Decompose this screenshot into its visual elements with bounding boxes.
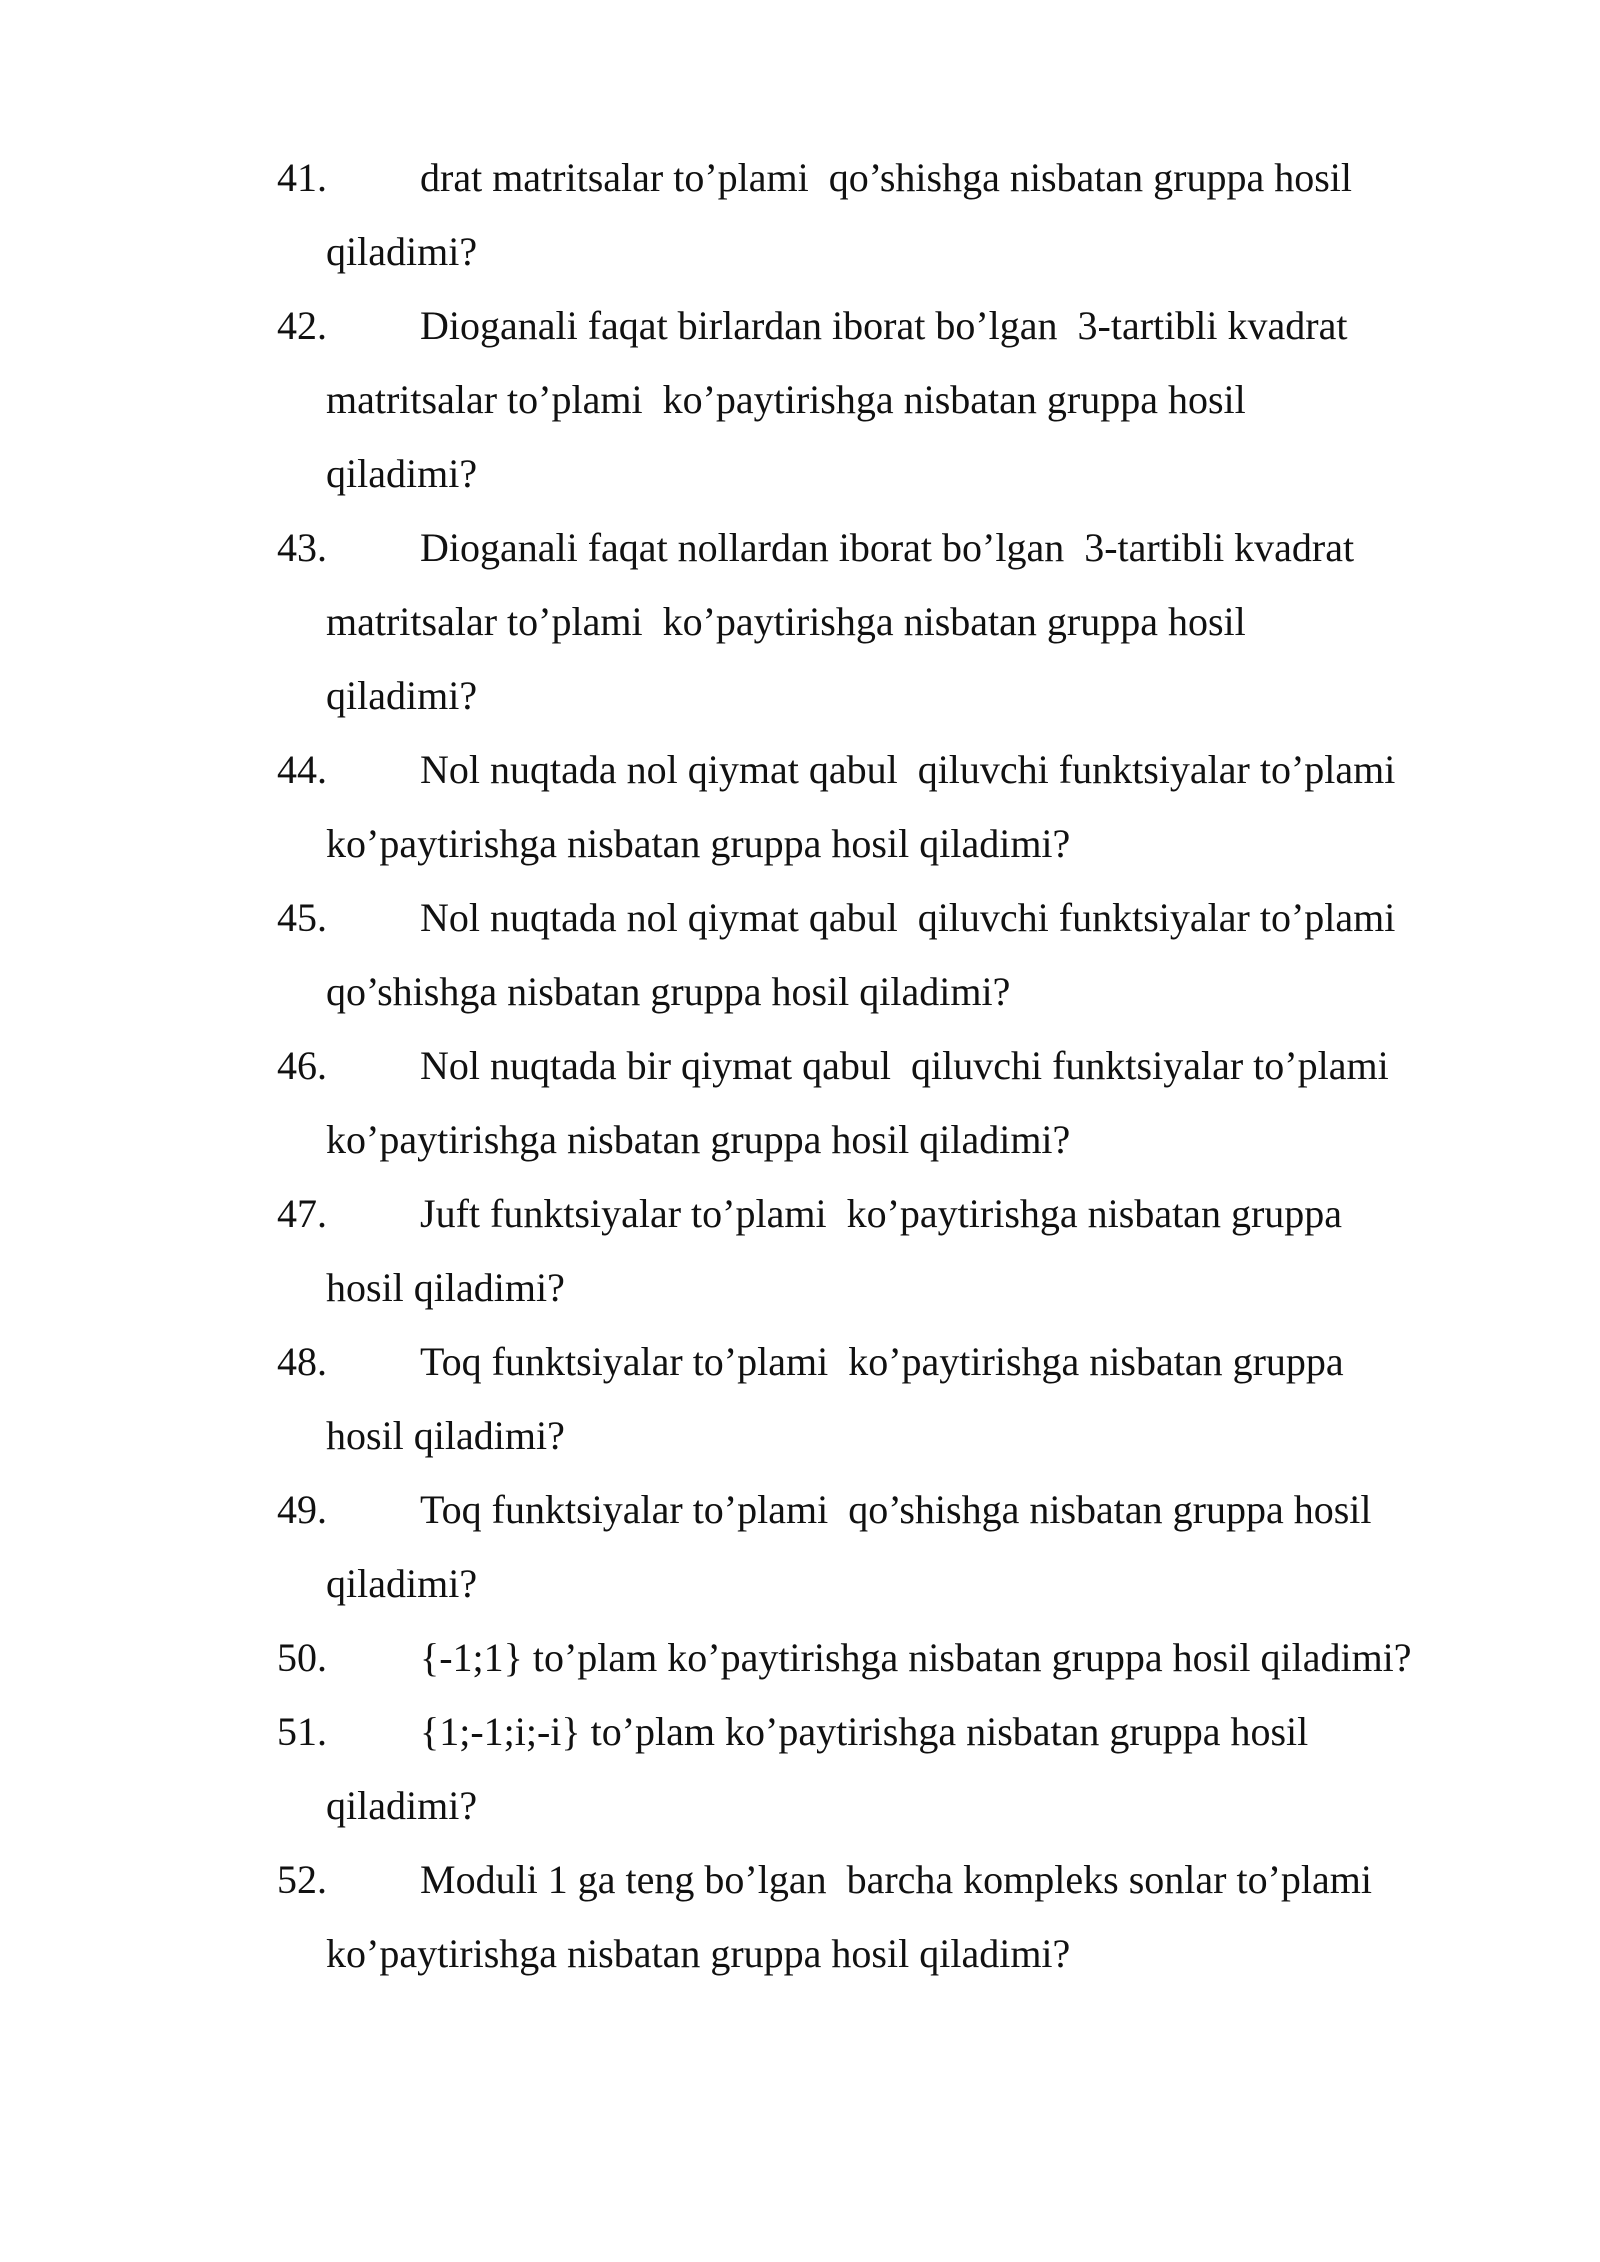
question-text-line: Nol nuqtada nol qiymat qabul qiluvchi funktsiyalar to’plami bbox=[420, 747, 1396, 792]
question-number: 47. bbox=[277, 1191, 327, 1236]
question-text-line: qiladimi? bbox=[326, 1561, 478, 1606]
question-text-line: {-1;1} to’plam ko’paytirishga nisbatan gruppa hosil qiladimi? bbox=[420, 1635, 1412, 1680]
question-text-line: qiladimi? bbox=[326, 451, 478, 496]
question-number: 41. bbox=[277, 155, 327, 200]
question-text-line: ko’paytirishga nisbatan gruppa hosil qiladimi? bbox=[326, 821, 1071, 866]
question-text-line: Toq funktsiyalar to’plami qo’shishga nisbatan gruppa hosil bbox=[420, 1487, 1372, 1532]
question-number: 51. bbox=[277, 1709, 327, 1754]
question-text-line: Dioganali faqat birlardan iborat bo’lgan 3-tartibli kvadrat bbox=[420, 303, 1348, 348]
question-text-line: Nol nuqtada nol qiymat qabul qiluvchi funktsiyalar to’plami bbox=[420, 895, 1396, 940]
question-number: 43. bbox=[277, 525, 327, 570]
question-text-line: {1;-1;i;-i} to’plam ko’paytirishga nisbatan gruppa hosil bbox=[420, 1709, 1309, 1754]
question-text-line: Toq funktsiyalar to’plami ko’paytirishga nisbatan gruppa bbox=[420, 1339, 1344, 1384]
question-text-line: qiladimi? bbox=[326, 229, 478, 274]
question-text-line: Dioganali faqat nollardan iborat bo’lgan 3-tartibli kvadrat bbox=[420, 525, 1355, 570]
question-text-line: hosil qiladimi? bbox=[326, 1265, 565, 1310]
question-number: 46. bbox=[277, 1043, 327, 1088]
question-text-line: matritsalar to’plami ko’paytirishga nisbatan gruppa hosil bbox=[326, 377, 1246, 422]
question-text-line: qo’shishga nisbatan gruppa hosil qiladimi? bbox=[326, 969, 1011, 1014]
question-text-line: Juft funktsiyalar to’plami ko’paytirishga nisbatan gruppa bbox=[420, 1191, 1343, 1236]
question-number: 50. bbox=[277, 1635, 327, 1680]
question-number: 45. bbox=[277, 895, 327, 940]
question-number: 48. bbox=[277, 1339, 327, 1384]
question-text-line: matritsalar to’plami ko’paytirishga nisbatan gruppa hosil bbox=[326, 599, 1246, 644]
question-number: 52. bbox=[277, 1857, 327, 1902]
question-text-line: ko’paytirishga nisbatan gruppa hosil qiladimi? bbox=[326, 1931, 1071, 1976]
question-text-line: hosil qiladimi? bbox=[326, 1413, 565, 1458]
question-number: 49. bbox=[277, 1487, 327, 1532]
question-text-line: qiladimi? bbox=[326, 673, 478, 718]
question-number: 44. bbox=[277, 747, 327, 792]
question-text-line: ko’paytirishga nisbatan gruppa hosil qiladimi? bbox=[326, 1117, 1071, 1162]
question-number: 42. bbox=[277, 303, 327, 348]
question-text-line: Nol nuqtada bir qiymat qabul qiluvchi funktsiyalar to’plami bbox=[420, 1043, 1389, 1088]
question-text-line: drat matritsalar to’plami qo’shishga nisbatan gruppa hosil bbox=[420, 155, 1353, 200]
question-text-line: qiladimi? bbox=[326, 1783, 478, 1828]
question-text-line: Moduli 1 ga teng bo’lgan barcha kompleks sonlar to’plami bbox=[420, 1857, 1373, 1902]
